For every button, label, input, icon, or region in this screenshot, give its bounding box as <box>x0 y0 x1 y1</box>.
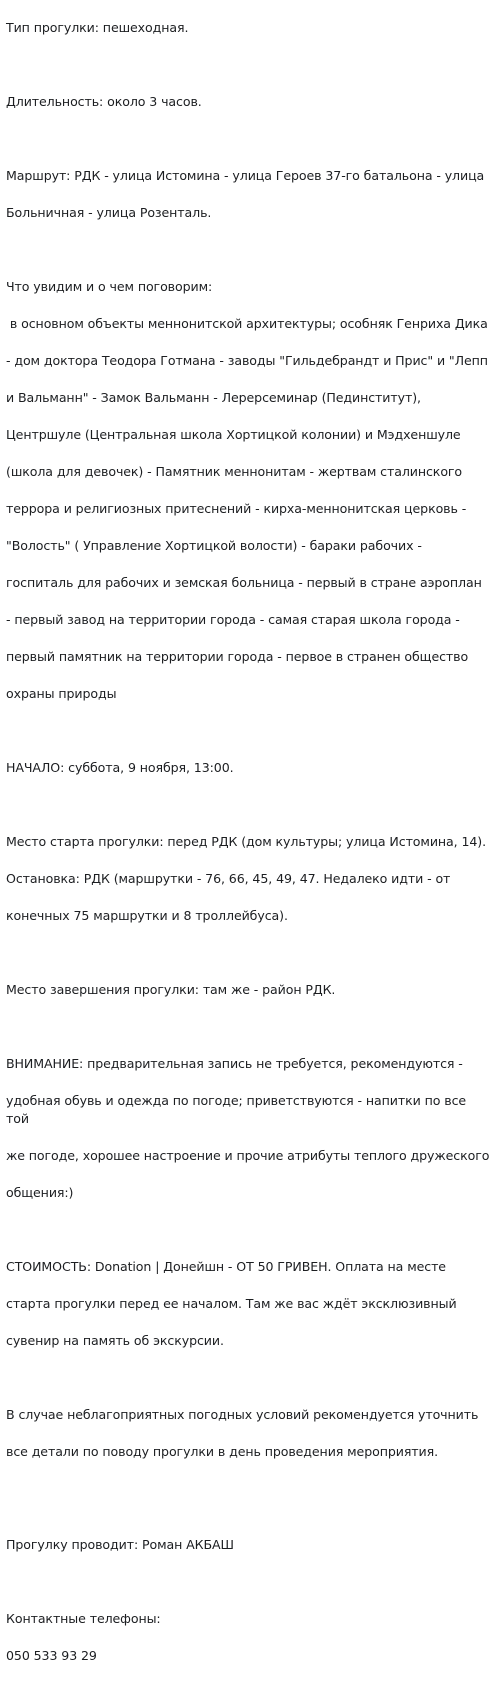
text-line: Маршрут: РДК - улица Истомина - улица Героев 37-го батальона - улица <box>6 167 485 183</box>
paragraph-start-place <box>6 814 490 944</box>
text-line: же погоде, хорошее настроение и прочие атрибуты теплого дружеского <box>6 1148 490 1163</box>
paragraph-cost <box>6 1240 490 1370</box>
text-line: все детали по поводу прогулки в день проведения мероприятия. <box>6 1444 438 1459</box>
text-line: конечных 75 маршрутки и 8 троллейбуса). <box>6 907 288 923</box>
text-line: и Вальманн" - Замок Вальманн - Лерерсеминар (Пединститут), <box>6 389 421 405</box>
text-line: НАЧАЛО: суббота, 9 ноября, 13:00. <box>6 759 234 775</box>
text-line: ВНИМАНИЕ: предварительная запись не требуется, рекомендуются - <box>6 1055 463 1071</box>
text-line: охраны природы <box>6 685 117 701</box>
text-line: Больничная - улица Розенталь. <box>6 204 212 220</box>
text-line: Прогулку проводит: Роман АКБАШ <box>6 1536 234 1552</box>
text-line: - первый завод на территории города - самая старая школа города - <box>6 611 460 627</box>
paragraph-duration <box>6 74 490 130</box>
paragraph-guide <box>6 1517 490 1573</box>
text-line: удобная обувь и одежда по погоде; приветствуются - напитки по все той <box>6 1092 467 1126</box>
text-line: (школа для девочек) - Памятник меннонитам - жертвам сталинского <box>6 463 463 479</box>
text-line: сувенир на память об экскурсии. <box>6 1333 224 1348</box>
post-text <box>6 0 490 1702</box>
phone-number[interactable]: 050 533 93 29 <box>6 1647 97 1663</box>
text-line: В случае неблагоприятных погодных условий рекомендуется уточнить <box>6 1407 479 1422</box>
text-line: Остановка: РДК (маршрутки - 76, 66, 45, 49, 47. Недалеко идти - от <box>6 870 451 886</box>
text-line: старта прогулки перед ее началом. Там же вас ждёт эксклюзивный <box>6 1296 457 1311</box>
text-line: госпиталь для рабочих и земская больница - первый в стране аэроплан <box>6 574 482 590</box>
paragraph-contacts <box>6 1591 490 1684</box>
text-line: Центршуле (Центральная школа Хортицкой колонии) и Мэдхеншуле <box>6 426 461 442</box>
paragraph-what-we-see <box>6 259 490 722</box>
text-line: Тип прогулки: пешеходная. <box>6 19 189 35</box>
text-line: "Волость" ( Управление Хортицкой волости) - бараки рабочих - <box>6 537 422 553</box>
text-line: Что увидим и о чем поговорим: <box>6 278 213 294</box>
paragraph-attention <box>6 1036 490 1221</box>
paragraph-weather <box>6 1388 490 1481</box>
text-line: СТОИМОСТЬ: Donation | Донейшн - ОТ 50 ГРИВЕН. Оплата на месте <box>6 1259 446 1274</box>
text-line: Длительность: около 3 часов. <box>6 93 202 109</box>
text-line: в основном объекты меннонитской архитектуры; особняк Генриха Дика <box>6 315 488 331</box>
text-line: террора и религиозных притеснений - кирха-меннонитская церковь - <box>6 500 467 516</box>
paragraph-start-time <box>6 740 490 796</box>
text-line: общения:) <box>6 1185 74 1200</box>
text-line: - дом доктора Теодора Готмана - заводы "Гильдебрандт и Прис" и "Лепп <box>6 352 488 368</box>
text-line: Место завершения прогулки: там же - район РДК. <box>6 981 336 997</box>
paragraph-end-place <box>6 962 490 1018</box>
paragraph-route <box>6 148 490 241</box>
text-line: Контактные телефоны: <box>6 1610 161 1626</box>
text-line: Место старта прогулки: перед РДК (дом культуры; улица Истомина, 14). <box>6 833 486 849</box>
paragraph-walk-type <box>6 0 490 56</box>
text-line: первый памятник на территории города - первое в странен общество <box>6 648 469 664</box>
